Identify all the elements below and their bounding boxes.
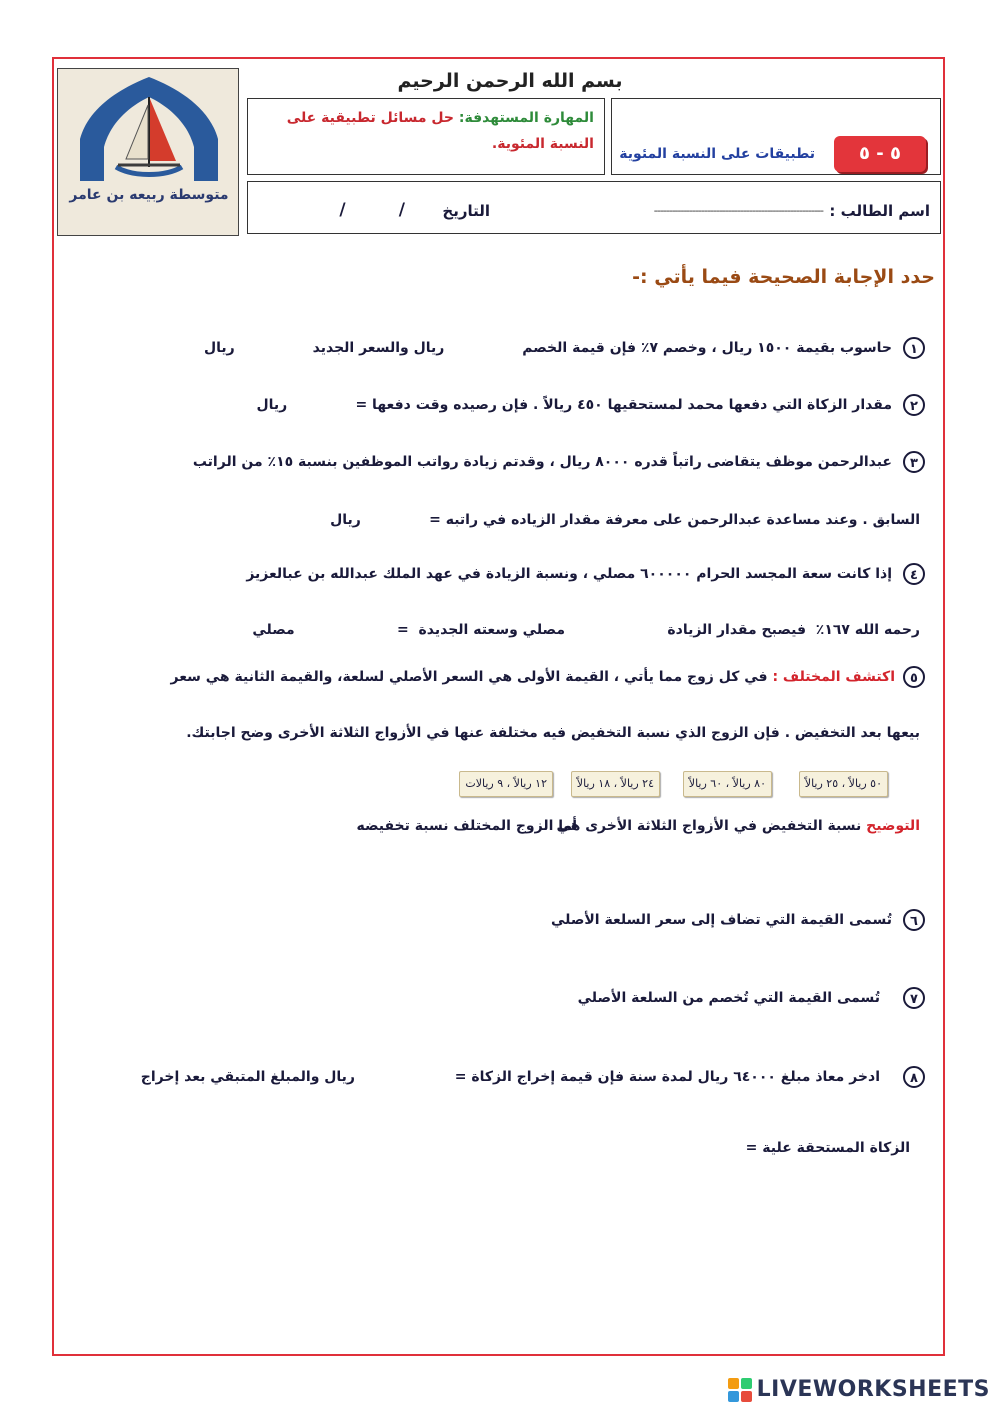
question-5-body: في كل زوج مما يأتي ، القيمة الأولى هي السعر الأصلي لسلعة، والقيمة الثانية هي سعر [170, 669, 768, 685]
question-6-text: تُسمى القيمة التي تضاف إلى سعر السلعة الأصلي [550, 912, 892, 928]
explanation-label: التوضيح [866, 818, 920, 834]
skill-label: المهارة المستهدفة: [458, 110, 594, 126]
liveworksheets-logo [727, 1377, 990, 1403]
question-number-3: ٣ [903, 451, 925, 473]
option-pair-2[interactable]: ٨٠ ريالاً ، ٦٠ ريالاً [683, 771, 772, 797]
option-pair-1[interactable]: ٥٠ ريالاً ، ٢٥ ريالاً [799, 771, 888, 797]
question-8-text-line2: الزكاة المستحقة علية = [745, 1140, 910, 1156]
liveworksheets-icon [727, 1377, 753, 1403]
lesson-box [611, 98, 941, 175]
question-4-text-line1: إذا كانت سعة المجسد الحرام ٦٠٠٠٠٠ مصلي ، ونسبة الزيادة في عهد الملك عبدالله بن عبالعزيز [246, 566, 892, 582]
student-name-label: اسم الطالب : [829, 202, 930, 220]
skill-text: حل مسائل تطبيقية على النسبة المئوية. [286, 110, 594, 152]
skill-box [247, 98, 605, 175]
question-5-text-line2: بيعها بعد التخفيض . فإن الزوج الذي نسبة التخفيض فيه مختلفة عنها في الأزواج الثلاثة الأخرى وضح اجابتك. [186, 725, 920, 741]
question-number-4: ٤ [903, 563, 925, 585]
explanation-line-2: أما الزوج المختلف نسبة تخفيضه [356, 818, 577, 834]
date-label: التاريخ [442, 202, 490, 220]
option-pair-4[interactable]: ١٢ ريالاً ، ٩ ريالات [459, 771, 553, 797]
question-number-6: ٦ [903, 909, 925, 931]
question-number-5: ٥ [903, 666, 925, 688]
question-3-text-line1: عبدالرحمن موظف يتقاضى راتباً قدره ٨٠٠٠ ريال ، وقدتم زيادة رواتب الموظفين بنسبة ١٥٪ من الراتب [192, 454, 892, 470]
question-7-text: تُسمى القيمة التي تُخصم من السلعة الأصلي [577, 990, 880, 1006]
question-number-2: ٢ [903, 394, 925, 416]
question-8-text-line1b: ريال والمبلغ المتبقي بعد إخراج [140, 1069, 355, 1085]
discover-label: اكتشف المختلف : [772, 669, 895, 685]
question-number-8: ٨ [903, 1066, 925, 1088]
question-4-text-line2: رحمه الله ١٦٧٪ فيصبح مقدار الزيادة مصلي وسعته الجديدة = مصلي [252, 622, 920, 638]
basmala: بسم الله الرحمن الرحيم [397, 70, 623, 92]
lesson-number-badge: ٥ - ٥ [834, 136, 926, 172]
logo-school-name: متوسطة ربيعه بن عامر [69, 187, 229, 203]
student-info-box [247, 181, 941, 234]
student-name-field[interactable]: --------------------------------------------------------- [653, 204, 823, 217]
school-logo [57, 68, 239, 236]
question-8-text-line1: ادخر معاذ مبلغ ٦٤٠٠٠ ريال لمدة سنة فإن قيمة إخراج الزكاة = [454, 1069, 880, 1085]
question-number-1: ١ [903, 337, 925, 359]
explanation-text: نسبة التخفيض في الأزواج الثلاثة الأخرى هي [556, 818, 862, 834]
question-number-7: ٧ [903, 987, 925, 1009]
question-3-text-line2: السابق . وعند مساعدة عبدالرحمن على معرفة مقدار الزياده في راتبه = ريال [330, 512, 920, 528]
question-5-text-line1 [170, 669, 895, 685]
lesson-title: تطبيقات على النسبة المئوية [619, 146, 815, 162]
date-field[interactable]: / / [339, 200, 405, 220]
instructions-heading: حدد الإجابة الصحيحة فيما يأتي :- [632, 266, 935, 288]
footer-brand: LIVEWORKSHEETS [756, 1377, 990, 1402]
page-border [52, 57, 945, 1356]
option-pair-3[interactable]: ٢٤ ريالاً ، ١٨ ريالاً [571, 771, 660, 797]
question-1-text: حاسوب بقيمة ١٥٠٠ ريال ، وخصم ٧٪ فإن قيمة الخصم ريال والسعر الجديد ريال [203, 340, 892, 356]
logo-emblem-icon [58, 69, 239, 236]
explanation-line-1 [556, 818, 920, 834]
question-2-text: مقدار الزكاة التي دفعها محمد لمستحقيها ٤٥٠ ريالاً . فإن رصيده وقت دفعها = ريال [256, 397, 892, 413]
